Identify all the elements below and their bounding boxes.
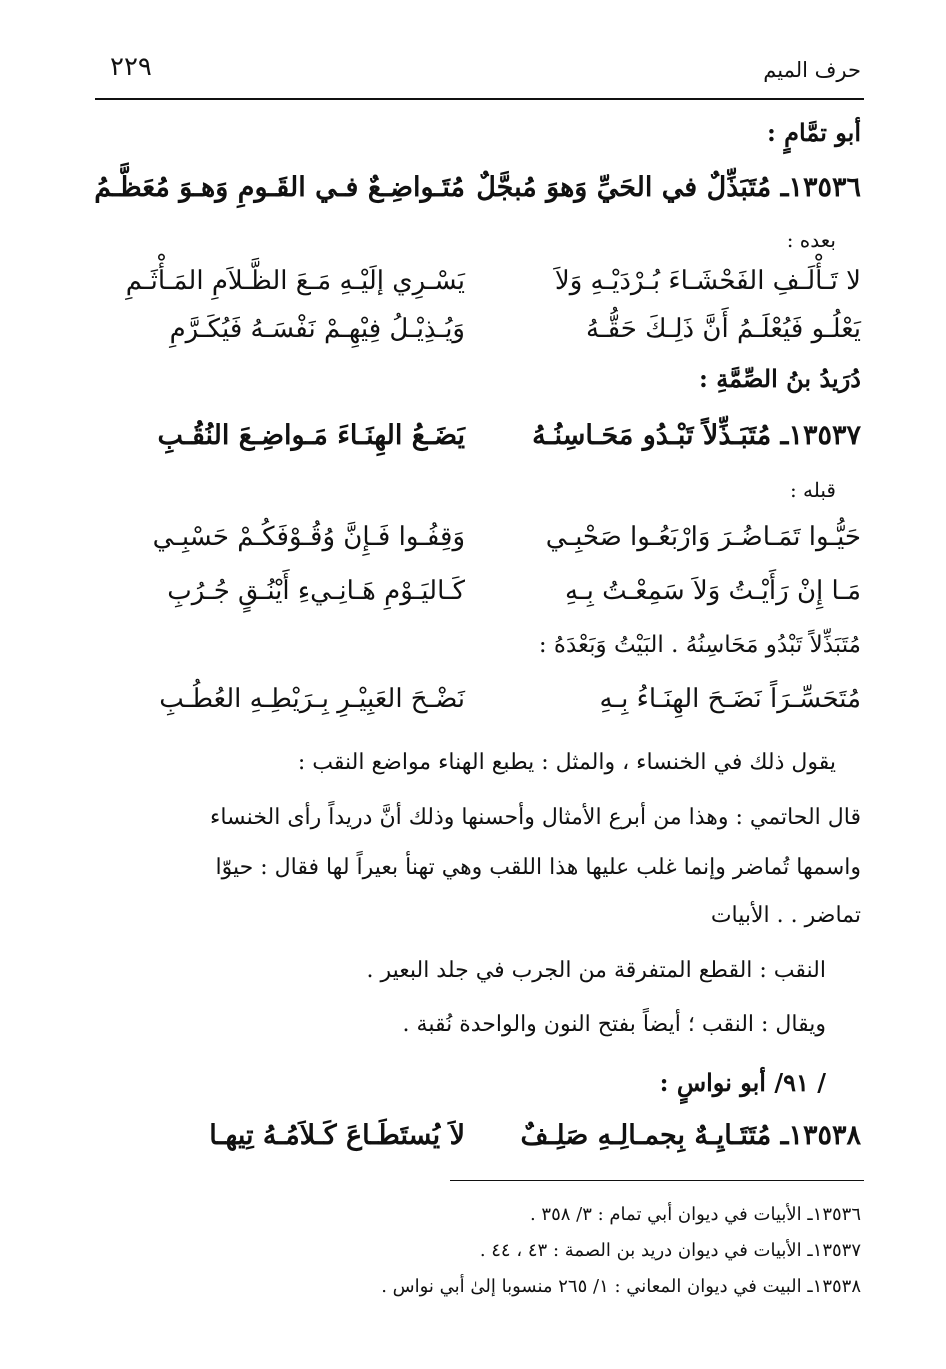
verse-first-hemistich: مُتَحَسِّـرَاً نَضَـحَ الهِنَـاءُ بِـهِ <box>599 684 861 714</box>
footnote: ١٣٥٣٨ـ البيت في ديوان المعاني : ١/ ٢٦٥ منسوبا إلىٰ أبي نواس . <box>381 1276 861 1297</box>
verse-13538-second-hemistich: لاَ يُستَطَـاعَ كَـلاَمُـهُ تِيهـا <box>209 1120 465 1151</box>
verse-13537-first-hemistich: ١٣٥٣٧ـ مُتَبَـذِّلاً تَبْـدُو مَحَـاسِنُـهُ <box>532 420 861 451</box>
verse-13536-first-hemistich: ١٣٥٣٦ـ مُتَبَذِّلٌ في الحَيِّ وَهوَ مُبجَّلٌ <box>476 172 861 203</box>
footnote: ١٣٥٣٧ـ الأبيات في ديوان دريد بن الصمة : ٤٣ ، ٤٤ . <box>479 1240 861 1261</box>
header-rule <box>95 98 864 100</box>
commentary-paragraph: قال الحاتمي : وهذا من أبرع الأمثال وأحسنها وذلك أنَّ دريداً رأى الخنساء <box>210 805 861 830</box>
chapter-title: حرف الميم <box>763 58 861 82</box>
verse-second-hemistich: وَقِفُـوا فَـإِنَّ وُقُـوْفَكُـمْ حَسْبِـي <box>152 522 465 552</box>
verse-13537-second-hemistich: يَضَـعُ الهِنَـاءَ مَـواضِـعَ النُقُـبِ <box>157 420 465 451</box>
commentary-paragraph: تماضر . . الأبيات <box>710 903 861 928</box>
poet-attribution: / ٩١/ أبو نواسٍ : <box>659 1068 826 1097</box>
poet-attribution: أبو تمَّامٍ : <box>766 118 861 147</box>
commentary-paragraph: واسمها تُماضر وإنما غلب عليها هذا اللقب وهي تهنأ بعيراً لها فقال : حيوّا <box>215 855 861 880</box>
verse-second-hemistich: نَضْـحَ العَبِيْـرِ بِـرَيْطِـهِ العُطُـبِ <box>159 684 465 714</box>
verse-first-hemistich: لا تَـأْلَـفِ الفَحْشَـاءَ بُـرْدَيْـهِ وَلاَ <box>554 266 861 296</box>
verse-reference-line: مُتَبَذِّلاً تَبْدُو مَحَاسِنُهُ . البَيْتُ وَبَعْدَهُ : <box>538 632 861 658</box>
verse-13538-first-hemistich: ١٣٥٣٨ـ مُتَتَـايِـهٌ بِجمـالِـهِ صَلِـفٌ <box>520 1120 861 1151</box>
verse-first-hemistich: مَـا إِنْ رَأَيْـتُ وَلاَ سَمِعْـتُ بِـهِ <box>565 576 861 606</box>
commentary-paragraph: يقول ذلك في الخنساء ، والمثل : يطبع الهناء مواضع النقب : <box>297 750 836 775</box>
gloss-paragraph: ويقال : النقب ؛ أيضاً بفتح النون والواحدة نُقبة . <box>402 1012 826 1037</box>
section-label: بعده : <box>786 228 836 252</box>
verse-second-hemistich: وَيُـذِيْـلُ فِيْهِـمْ نَفْسَـهُ فَيُكَـرَّمِ <box>169 314 465 344</box>
verse-first-hemistich: يَعْلُـو فَيُعْلَـمُ أَنَّ ذَلِـكَ حَقُّـهُ <box>586 314 861 344</box>
verse-second-hemistich: يَسْـرِي إلَيْـهِ مَـعَ الظَّـلاَمِ المَـأْثَـمِ <box>125 266 465 296</box>
gloss-paragraph: النقب : القطع المتفرقة من الجرب في جلد البعير . <box>366 958 826 983</box>
verse-second-hemistich: كَـاليَـوْمِ هَـانِـيءِ أَيْنُـقٍ جُـرُبِ <box>167 576 465 606</box>
page-number: ٢٢٩ <box>110 52 152 82</box>
verse-first-hemistich: حَيُّـوا تَمَـاضُـرَ وَارْبَعُـوا صَحْبِـي <box>545 522 861 552</box>
poet-attribution: دُرَيدُ بنُ الصِّمَّةِ : <box>699 364 861 393</box>
footnote: ١٣٥٣٦ـ الأبيات في ديوان أبي تمام : ٣/ ٣٥٨ . <box>529 1204 861 1225</box>
section-label: قبله : <box>789 478 836 502</box>
footnote-rule <box>450 1180 864 1181</box>
verse-13536-second-hemistich: مُتَـواضِـعٌ فـي القَـومِ وَهـوَ مُعَظَّـمُ <box>94 172 465 203</box>
